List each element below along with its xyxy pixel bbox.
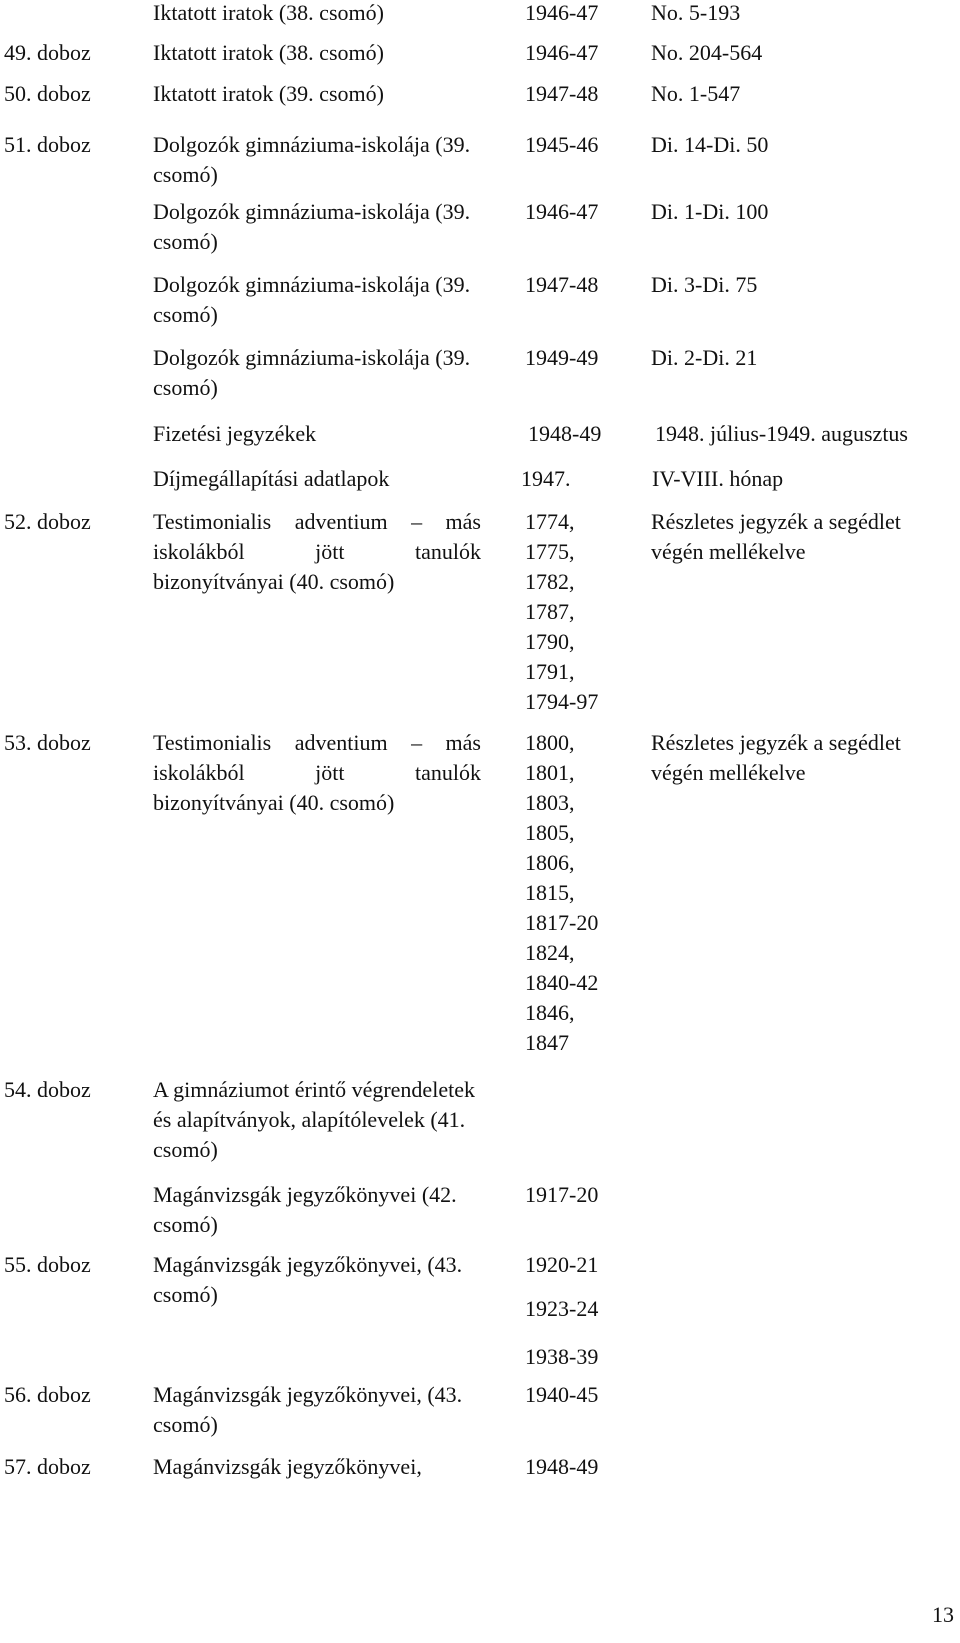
year: 1800,: [525, 730, 575, 755]
reference: Di. 3-Di. 75: [651, 272, 758, 297]
year: 1774,: [525, 509, 575, 534]
description: Testimonialis adventium – más iskolákból jött tanulók bizonyítványai (40. csomó): [153, 509, 481, 594]
description: Dolgozók gimnáziuma-iskolája (39. csomó): [153, 132, 471, 187]
year: 1805,: [525, 820, 575, 845]
year: 1847: [525, 1030, 569, 1055]
year-list: [525, 507, 645, 717]
year: 1806,: [525, 850, 575, 875]
year: 1775,: [525, 539, 575, 564]
year: 1946-47: [525, 40, 599, 65]
description: Magánvizsgák jegyzőkönyvei,: [153, 1454, 422, 1479]
year-list: [525, 728, 645, 1058]
year: 1948-49: [525, 1454, 599, 1479]
year: 1946-47: [525, 199, 599, 224]
reference: 1948. július-1949. augusztus: [655, 421, 908, 446]
box-label: 54. doboz: [4, 1077, 91, 1102]
description: Magánvizsgák jegyzőkönyvei, (43. csomó): [153, 1382, 463, 1437]
page-number: 13: [932, 1602, 954, 1627]
year: 1846,: [525, 1000, 575, 1025]
year: 1815,: [525, 880, 575, 905]
reference: IV-VIII. hónap: [652, 466, 784, 491]
year: 1801,: [525, 760, 575, 785]
year: 1917-20: [525, 1182, 599, 1207]
reference: No. 1-547: [651, 81, 741, 106]
year: 1945-46: [525, 132, 599, 157]
year: 1920-21: [525, 1252, 599, 1277]
box-label: 56. doboz: [4, 1382, 91, 1407]
reference: Di. 1-Di. 100: [651, 199, 769, 224]
box-label: 57. doboz: [4, 1454, 91, 1479]
year: 1794-97: [525, 689, 599, 714]
description: Iktatott iratok (38. csomó): [153, 40, 384, 65]
year: 1803,: [525, 790, 575, 815]
year: 1790,: [525, 629, 575, 654]
year: 1947-48: [525, 81, 599, 106]
year: 1938-39: [525, 1344, 599, 1369]
year: 1923-24: [525, 1296, 599, 1321]
year: 1824,: [525, 940, 575, 965]
year: 1948-49: [528, 421, 602, 446]
description: Iktatott iratok (38. csomó): [153, 0, 384, 25]
reference: Részletes jegyzék a segédlet végén mellékelve: [651, 730, 901, 785]
box-label: 53. doboz: [4, 730, 91, 755]
year: 1940-45: [525, 1382, 599, 1407]
description: Dolgozók gimnáziuma-iskolája (39. csomó): [153, 345, 471, 400]
year: 1817-20: [525, 910, 599, 935]
box-label: 51. doboz: [4, 132, 91, 157]
year: 1787,: [525, 599, 575, 624]
reference: Részletes jegyzék a segédlet végén mellékelve: [651, 509, 901, 564]
box-label: 52. doboz: [4, 509, 91, 534]
year: 1947-48: [525, 272, 599, 297]
description: Testimonialis adventium – más iskolákból jött tanulók bizonyítványai (40. csomó): [153, 730, 481, 815]
description: Fizetési jegyzékek: [153, 421, 317, 446]
year: 1947.: [521, 466, 571, 491]
year: 1949-49: [525, 345, 599, 370]
year: 1840-42: [525, 970, 599, 995]
box-label: 50. doboz: [4, 81, 91, 106]
description: Magánvizsgák jegyzőkönyvei (42. csomó): [153, 1182, 457, 1237]
year: 1791,: [525, 659, 575, 684]
reference: No. 204-564: [651, 40, 763, 65]
description: Magánvizsgák jegyzőkönyvei, (43. csomó): [153, 1252, 463, 1307]
year: 1782,: [525, 569, 575, 594]
box-label: 49. doboz: [4, 40, 91, 65]
box-label: 55. doboz: [4, 1252, 91, 1277]
year: 1946-47: [525, 0, 599, 25]
description: Díjmegállapítási adatlapok: [153, 466, 390, 491]
description: Iktatott iratok (39. csomó): [153, 81, 384, 106]
description: Dolgozók gimnáziuma-iskolája (39. csomó): [153, 199, 471, 254]
reference: Di. 14-Di. 50: [651, 132, 769, 157]
description: A gimnáziumot érintő végrendeletek és alapítványok, alapítólevelek (41. csomó): [153, 1077, 475, 1162]
reference: No. 5-193: [651, 0, 741, 25]
reference: Di. 2-Di. 21: [651, 345, 758, 370]
description: Dolgozók gimnáziuma-iskolája (39. csomó): [153, 272, 471, 327]
